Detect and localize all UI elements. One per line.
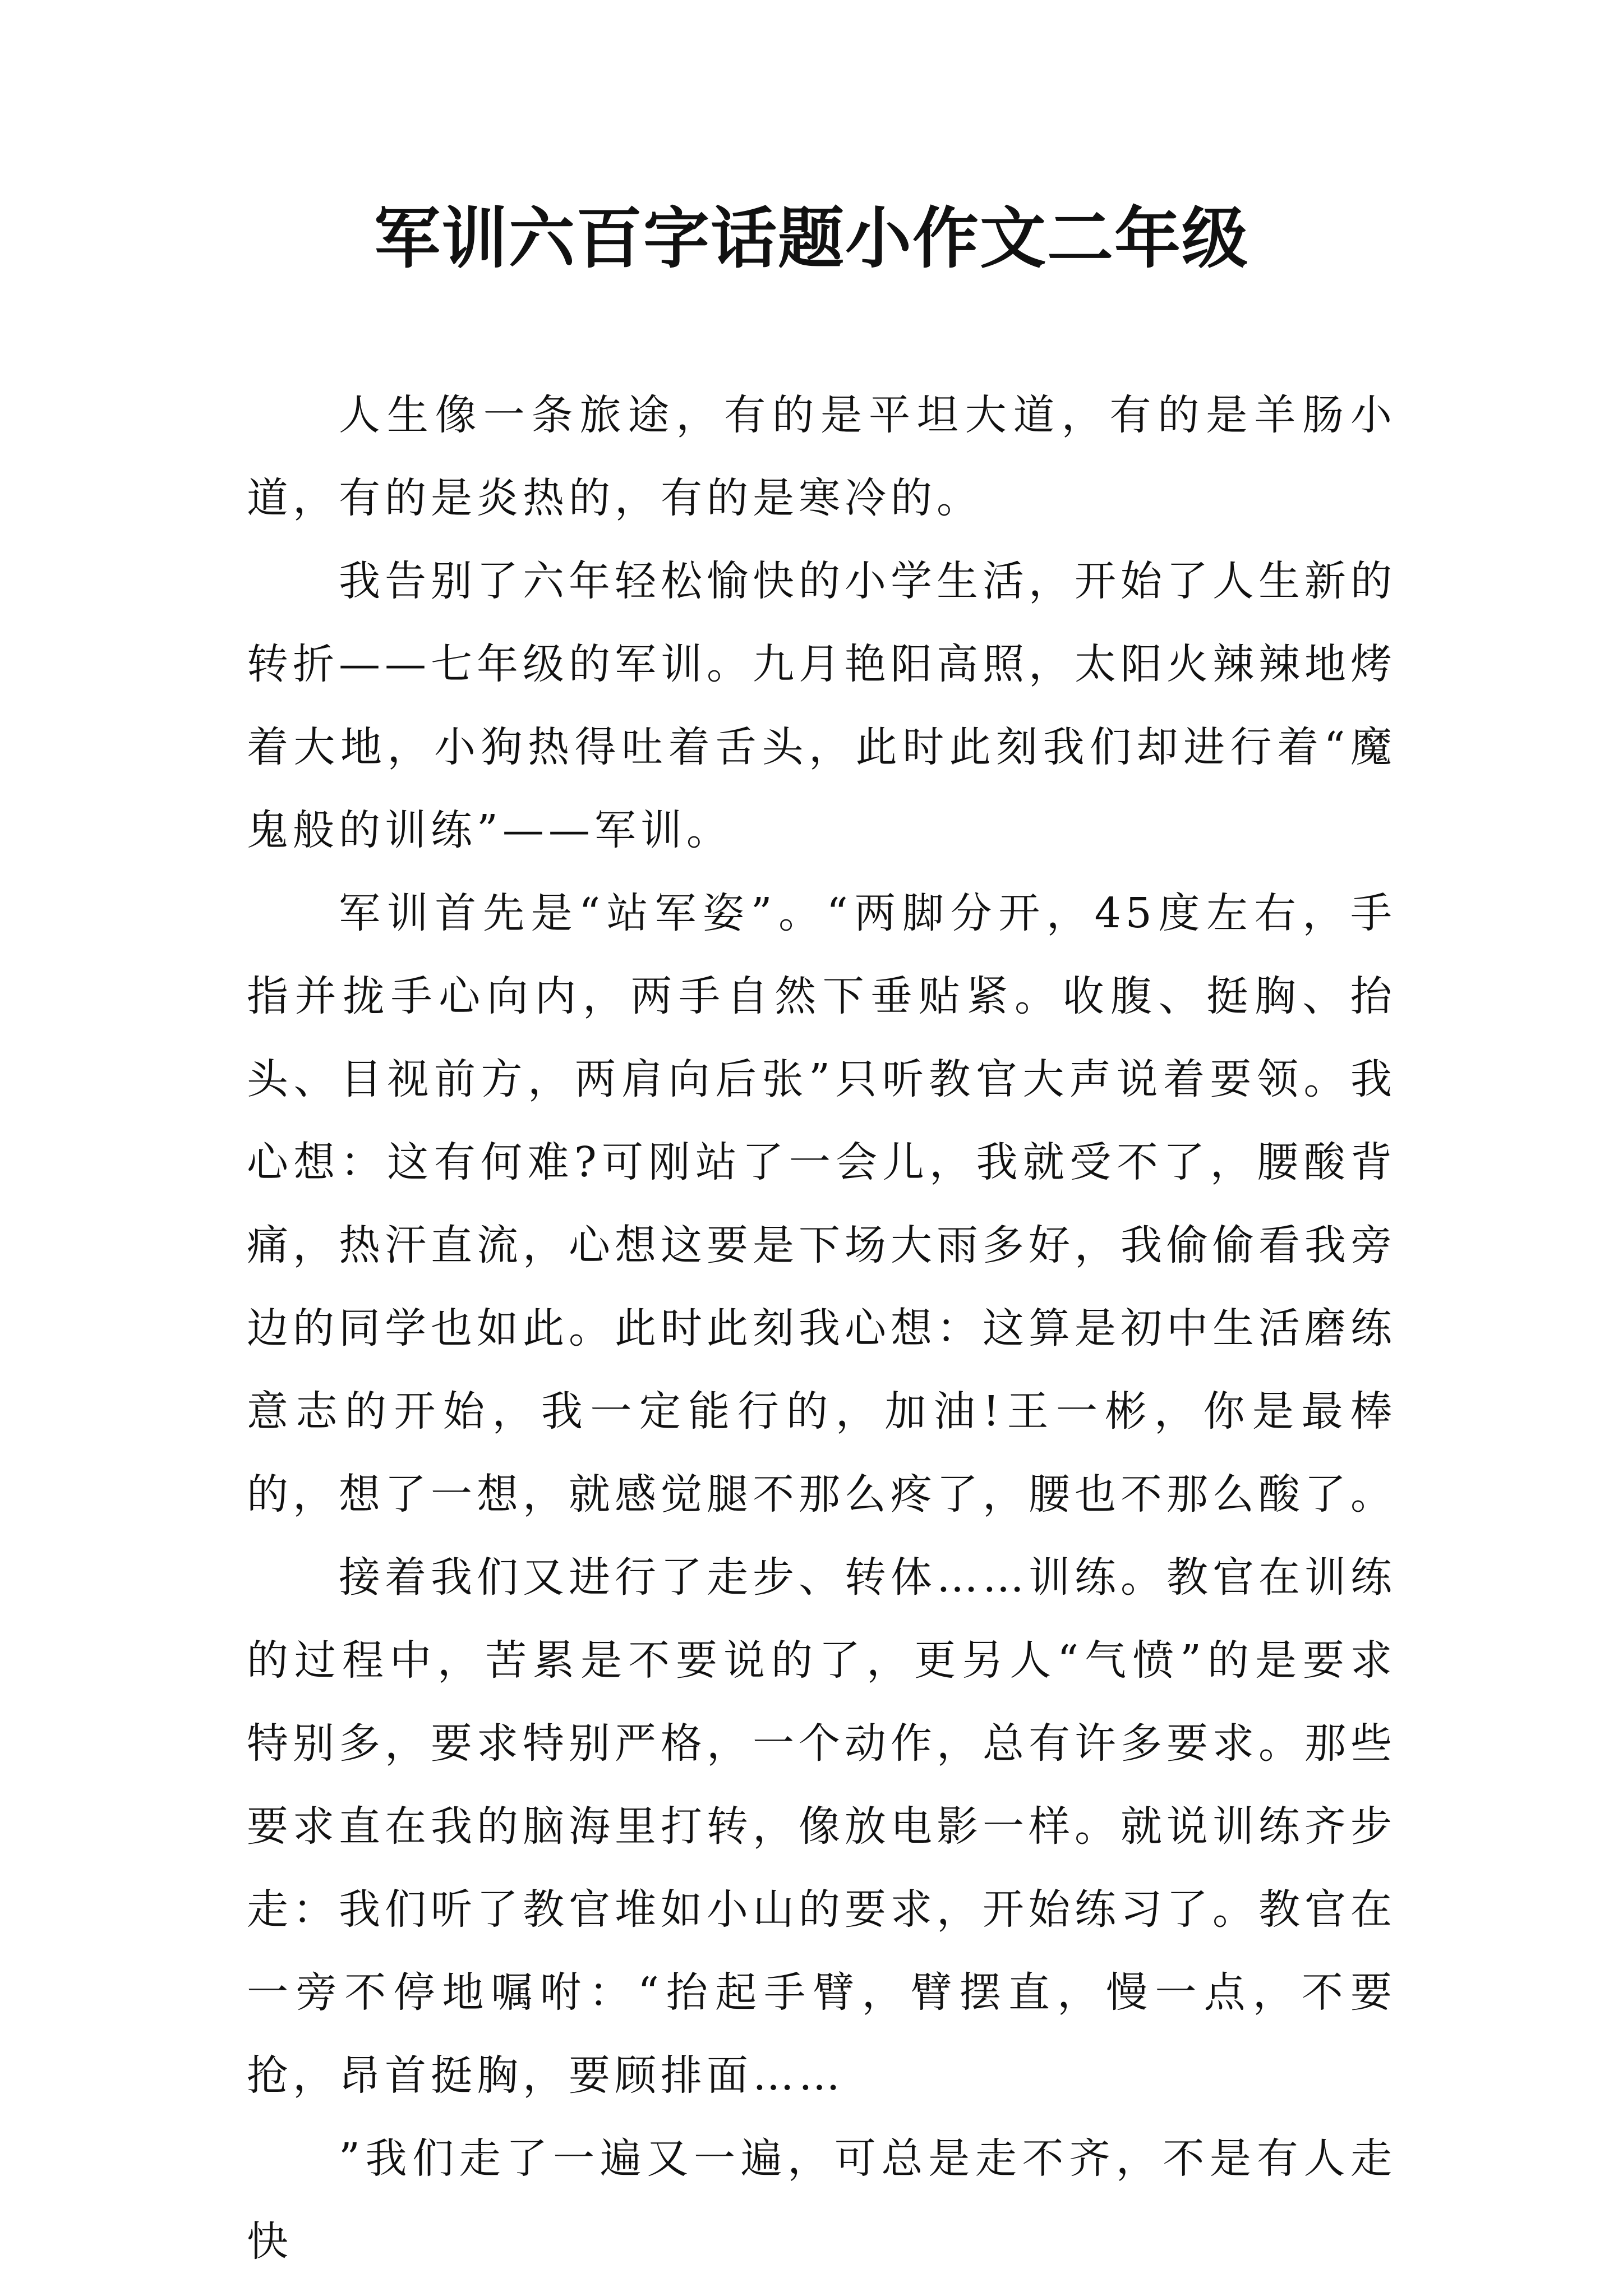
document-title: 军训六百字话题小作文二年级 — [374, 199, 1249, 277]
paragraph-1: 人生像一条旅途，有的是平坦大道，有的是羊肠小道，有的是炎热的，有的是寒冷的。 — [247, 391, 1396, 522]
paragraph-5: ”我们走了一遍又一遍，可总是走不齐，不是有人走快 — [247, 2134, 1396, 2266]
paragraph-4: 接着我们又进行了走步、转体……训练。教官在训练的过程中，苦累是不要说的了，更另人“气愤”的是要求特别多，要求特别严格，一个动作，总有许多要求。那些要求直在我的脑海里打转，像放电影一样。就说训练齐步走：我们听了教官堆如小山的要求，开始练习了。教官在一旁不停地嘱咐：“抬起手臂，臂摆直，慢一点，不要抢，昂首挺胸，要顾排面…… — [247, 1553, 1396, 2100]
paragraph-3: 军训首先是“站军姿”。“两脚分开，45度左右，手指并拢手心向内，两手自然下垂贴紧。收腹、挺胸、抬头、目视前方，两肩向后张”只听教官大声说着要领。我心想：这有何难?可刚站了一会儿，我就受不了，腰酸背痛，热汗直流，心想这要是下场大雨多好，我偷偷看我旁边的同学也如此。此时此刻我心想：这算是初中生活磨练意志的开始，我一定能行的，加油!王一彬，你是最棒的，想了一想，就感觉腿不那么疼了，腰也不那么酸了。 — [247, 889, 1396, 1519]
paragraph-2: 我告别了六年轻松愉快的小学生活，开始了人生新的转折——七年级的军训。九月艳阳高照，太阳火辣辣地烤着大地，小狗热得吐着舌头，此时此刻我们却进行着“魔鬼般的训练”——军训。 — [247, 557, 1396, 854]
document-body — [247, 374, 1396, 2283]
